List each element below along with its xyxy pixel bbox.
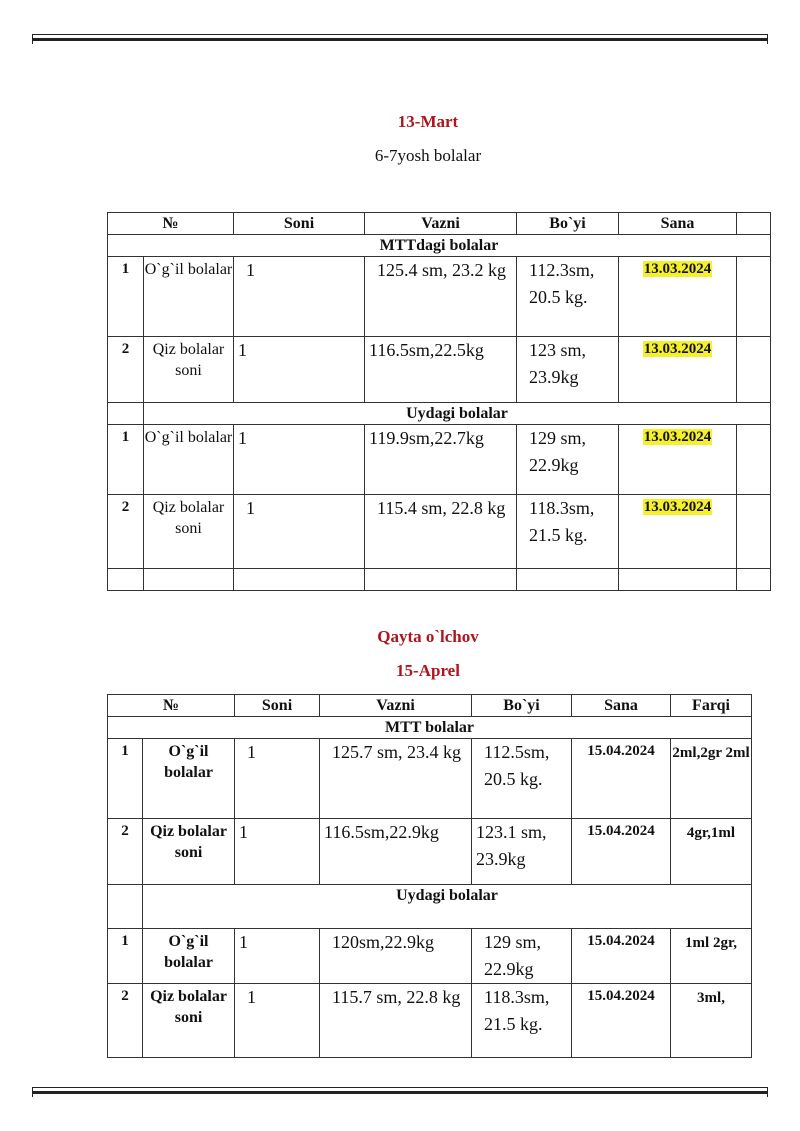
row-sana: 13.03.2024 [619, 495, 737, 569]
row-soni: 1 [234, 337, 365, 403]
section1-title: 13-Mart [397, 112, 459, 131]
group-uydagi: Uydagi bolalar [143, 885, 752, 929]
page-border-top [32, 32, 768, 44]
table-row [108, 929, 752, 984]
header-soni: Soni [235, 695, 320, 717]
table-row [108, 984, 752, 1058]
page-border-bottom [32, 1085, 768, 1097]
row-number: 1 [108, 929, 143, 984]
group-mtt: MTTdagi bolalar [108, 235, 771, 257]
header-soni: Soni [234, 213, 365, 235]
row-vazni: 125.4 sm, 23.2 kg [365, 257, 517, 337]
row-number: 2 [108, 984, 143, 1058]
row-vazni: 116.5sm,22.9kg [320, 819, 472, 885]
row-name: Qiz bolalar soni [144, 495, 234, 569]
header-boyi: Bo`yi [517, 213, 619, 235]
header-farqi: Farqi [671, 695, 752, 717]
row-name: O`g`il bolalar [143, 739, 235, 819]
table-row [108, 739, 752, 819]
row-sana: 15.04.2024 [572, 819, 671, 885]
row-vazni: 119.9sm,22.7kg [365, 425, 517, 495]
row-vazni: 120sm,22.9kg [320, 929, 472, 984]
row-boyi: 112.3sm, 20.5 kg. [517, 257, 619, 337]
table-row [108, 495, 771, 569]
header-number: № [108, 695, 235, 717]
table-row [108, 819, 752, 885]
row-soni: 1 [235, 739, 320, 819]
row-vazni: 115.4 sm, 22.8 kg [365, 495, 517, 569]
row-sana: 15.04.2024 [572, 984, 671, 1058]
row-vazni: 116.5sm,22.5kg [365, 337, 517, 403]
row-number: 2 [108, 819, 143, 885]
row-soni: 1 [235, 984, 320, 1058]
row-boyi: 123 sm, 23.9kg [517, 337, 619, 403]
row-boyi: 118.3sm, 21.5 kg. [517, 495, 619, 569]
row-sana: 13.03.2024 [619, 257, 737, 337]
row-farqi: 2ml,2gr 2ml [671, 739, 752, 819]
row-boyi: 129 sm, 22.9kg [517, 425, 619, 495]
row-farqi: 3ml, [671, 984, 752, 1058]
row-name: Qiz bolalar soni [143, 984, 235, 1058]
header-sana: Sana [572, 695, 671, 717]
header-vazni: Vazni [320, 695, 472, 717]
section1-subtitle: 6-7yosh bolalar [374, 146, 482, 165]
row-soni: 1 [235, 819, 320, 885]
table-row [108, 425, 771, 495]
row-boyi: 123.1 sm, 23.9kg [472, 819, 572, 885]
row-vazni: 115.7 sm, 22.8 kg [320, 984, 472, 1058]
table-row [108, 257, 771, 337]
group-mtt: MTT bolalar [108, 717, 752, 739]
row-number: 2 [108, 337, 144, 403]
row-vazni: 125.7 sm, 23.4 kg [320, 739, 472, 819]
row-farqi: 1ml 2gr, [671, 929, 752, 984]
row-name: O`g`il bolalar [143, 929, 235, 984]
header-sana: Sana [619, 213, 737, 235]
row-soni: 1 [234, 257, 365, 337]
row-soni: 1 [234, 495, 365, 569]
row-sana: 13.03.2024 [619, 337, 737, 403]
header-boyi: Bo`yi [472, 695, 572, 717]
group-uydagi: Uydagi bolalar [144, 403, 771, 425]
row-number: 1 [108, 739, 143, 819]
row-boyi: 112.5sm, 20.5 kg. [472, 739, 572, 819]
measurement-table-april [107, 694, 752, 1058]
header-empty [737, 213, 771, 235]
row-sana: 15.04.2024 [572, 739, 671, 819]
row-name: O`g`il bolalar [144, 257, 234, 337]
row-soni: 1 [234, 425, 365, 495]
row-sana: 15.04.2024 [572, 929, 671, 984]
row-number: 1 [108, 425, 144, 495]
row-sana: 13.03.2024 [619, 425, 737, 495]
row-number: 2 [108, 495, 144, 569]
header-number: № [108, 213, 234, 235]
row-name: O`g`il bolalar [144, 425, 234, 495]
row-boyi: 129 sm, 22.9kg [472, 929, 572, 984]
measurement-table-march [107, 212, 771, 591]
header-vazni: Vazni [365, 213, 517, 235]
row-name: Qiz bolalar soni [143, 819, 235, 885]
row-soni: 1 [235, 929, 320, 984]
empty-row [108, 569, 771, 591]
table-row [108, 337, 771, 403]
section2-title: Qayta o`lchov [377, 627, 479, 646]
row-farqi: 4gr,1ml [671, 819, 752, 885]
row-boyi: 118.3sm, 21.5 kg. [472, 984, 572, 1058]
row-number: 1 [108, 257, 144, 337]
row-name: Qiz bolalar soni [144, 337, 234, 403]
section2-date-title: 15-Aprel [396, 661, 460, 680]
